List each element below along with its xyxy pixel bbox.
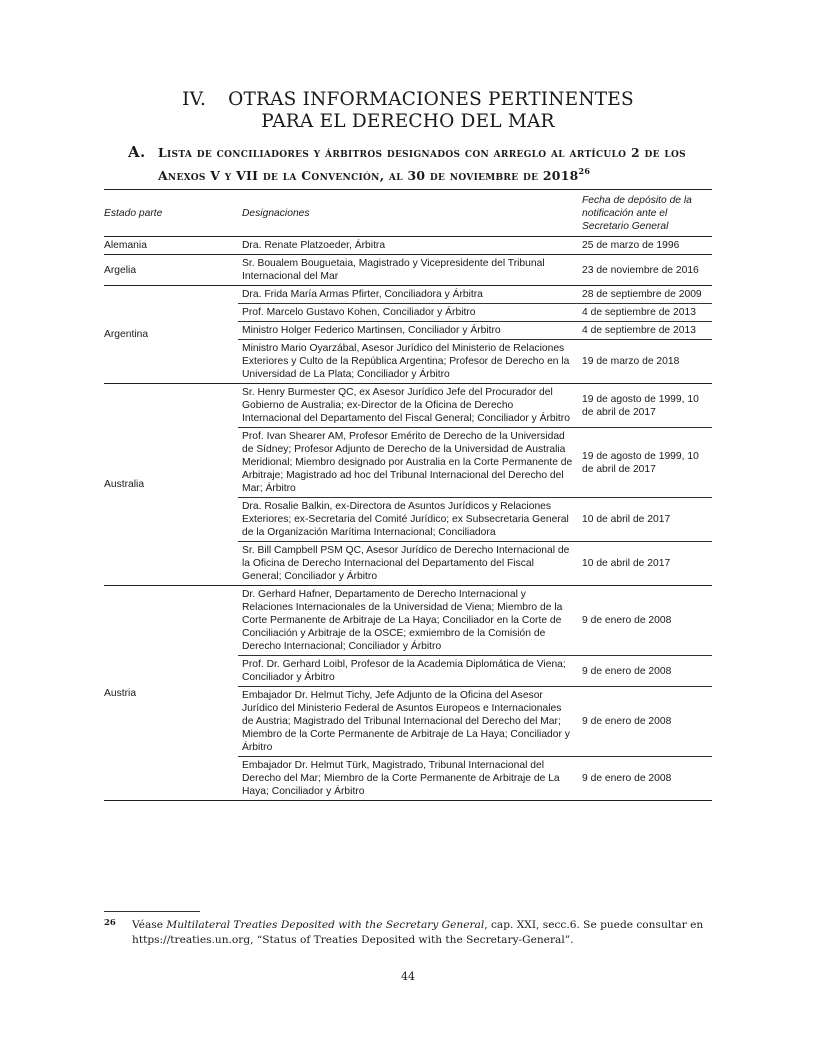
table-body	[104, 237, 712, 801]
section-heading	[0, 89, 816, 133]
designation-cell: Prof. Marcelo Gustavo Kohen, Conciliador y Árbitro	[238, 304, 578, 322]
footnote	[104, 918, 716, 948]
designation-cell: Dr. Gerhard Hafner, Departamento de Derecho Internacional y Relaciones Internacionales de la Universidad de Viena; Miembro de la Corte Permanente de Arbitraje de La Haya; Conciliador en la Corte de Conciliación y Arbitraje de la OSCE; exmiembro de la Comisión de Derecho Internacional; Conciliador y Árbitro	[238, 586, 578, 656]
state-party-cell: Argelia	[104, 255, 238, 286]
table-row	[104, 586, 712, 656]
table-row	[104, 286, 712, 304]
table-row	[104, 255, 712, 286]
designation-cell: Dra. Rosalie Balkin, ex-Directora de Asuntos Jurídicos y Relaciones Exteriores; ex-Secretaria del Comité Jurídico; ex Subsecretaria General de la Organización Marítima Internacional; Conciliadora	[238, 498, 578, 542]
deposit-date-cell: 10 de abril de 2017	[578, 542, 712, 586]
table-row	[104, 237, 712, 255]
section-title-line1: OTRAS INFORMACIONES PERTINENTES	[228, 89, 634, 110]
deposit-date-cell: 28 de septiembre de 2009	[578, 286, 712, 304]
subsection-heading	[128, 143, 718, 185]
deposit-date-cell: 9 de enero de 2008	[578, 586, 712, 656]
footnote-text	[132, 918, 716, 948]
designation-cell: Prof. Dr. Gerhard Loibl, Profesor de la Academia Diplomática de Viena; Conciliador y Árbitro	[238, 656, 578, 687]
designation-cell: Dra. Renate Platzoeder, Árbitra	[238, 237, 578, 255]
deposit-date-cell: 19 de agosto de 1999, 10 de abril de 2017	[578, 428, 712, 498]
table-header-row	[104, 190, 712, 237]
deposit-date-cell: 10 de abril de 2017	[578, 498, 712, 542]
page-number: 44	[401, 970, 415, 983]
designation-cell: Sr. Bill Campbell PSM QC, Asesor Jurídico de Derecho Internacional de la Oficina de Derecho Internacional del Departamento del Fiscal General; Conciliador y Árbitro	[238, 542, 578, 586]
deposit-date-cell: 19 de agosto de 1999, 10 de abril de 2017	[578, 384, 712, 428]
conciliators-table	[104, 189, 712, 801]
footnote-title: Multilateral Treaties Deposited with the Secretary General	[166, 919, 485, 931]
state-party-cell: Argentina	[104, 286, 238, 384]
section-numeral: IV.	[182, 89, 207, 110]
deposit-date-cell: 9 de enero de 2008	[578, 687, 712, 757]
designation-cell: Ministro Mario Oyarzábal, Asesor Jurídico del Ministerio de Relaciones Exteriores y Culto de la República Argentina; Profesor de Derecho en la Universidad de La Plata; Conciliador y Árbitro	[238, 340, 578, 384]
designation-cell: Dra. Frida María Armas Pfirter, Conciliadora y Árbitra	[238, 286, 578, 304]
footnote-suffix: , cap. XXI, secc.6. Se puede consultar en https://treaties.un.org, “Status of Treaties Deposited with the Secretary-General”.	[132, 919, 704, 946]
designation-cell: Ministro Holger Federico Martinsen, Conciliador y Árbitro	[238, 322, 578, 340]
header-designations: Designaciones	[238, 190, 578, 237]
footnote-divider	[104, 911, 200, 912]
table-row	[104, 384, 712, 428]
section-title-line2: PARA EL DERECHO DEL MAR	[261, 111, 555, 132]
designation-cell: Prof. Ivan Shearer AM, Profesor Emérito de Derecho de la Universidad de Sídney; Profesor Adjunto de Derecho de la Universidad de Australia Meridional; Miembro designado por Australia en la Corte Permanente de Arbitraje; Magistrado ad hoc del Tribunal Internacional del Derecho del Mar; Árbitro	[238, 428, 578, 498]
section-heading-line1	[0, 89, 816, 111]
subsection-letter: A.	[128, 143, 146, 161]
subsection-title	[158, 143, 718, 185]
header-state: Estado parte	[104, 190, 238, 237]
state-party-cell: Austria	[104, 586, 238, 801]
designation-cell: Embajador Dr. Helmut Tichy, Jefe Adjunto de la Oficina del Asesor Jurídico del Ministerio Federal de Asuntos Europeos e Internacionales de Austria; Magistrado del Tribunal Internacional del Derecho del Mar; Miembro de la Corte Permanente de Arbitraje de La Haya; Conciliador y Árbitro	[238, 687, 578, 757]
state-party-cell: Alemania	[104, 237, 238, 255]
deposit-date-cell: 19 de marzo de 2018	[578, 340, 712, 384]
footnote-prefix: Véase	[132, 919, 167, 931]
subsection-title-text: Lista de conciliadores y árbitros designados con arreglo al artículo 2 de los Anexos V y VII de la Convención, al 30 de noviembre de 2018	[158, 145, 686, 183]
state-party-cell: Australia	[104, 384, 238, 586]
footnote-number: 26	[104, 918, 116, 928]
deposit-date-cell: 9 de enero de 2008	[578, 656, 712, 687]
deposit-date-cell: 4 de septiembre de 2013	[578, 322, 712, 340]
header-date: Fecha de depósito de la notificación ante el Secretario General	[578, 190, 712, 237]
deposit-date-cell: 4 de septiembre de 2013	[578, 304, 712, 322]
deposit-date-cell: 23 de noviembre de 2016	[578, 255, 712, 286]
footnote-reference[interactable]: 26	[578, 166, 591, 176]
designation-cell: Embajador Dr. Helmut Türk, Magistrado, Tribunal Internacional del Derecho del Mar; Miembro de la Corte Permanente de Arbitraje de La Haya; Conciliador y Árbitro	[238, 757, 578, 801]
deposit-date-cell: 9 de enero de 2008	[578, 757, 712, 801]
deposit-date-cell: 25 de marzo de 1996	[578, 237, 712, 255]
designation-cell: Sr. Henry Burmester QC, ex Asesor Jurídico Jefe del Procurador del Gobierno de Australia; ex-Director de la Oficina de Derecho Internacional del Departamento del Fiscal General; Conciliador y Árbitro	[238, 384, 578, 428]
designation-cell: Sr. Boualem Bouguetaia, Magistrado y Vicepresidente del Tribunal Internacional del Mar	[238, 255, 578, 286]
